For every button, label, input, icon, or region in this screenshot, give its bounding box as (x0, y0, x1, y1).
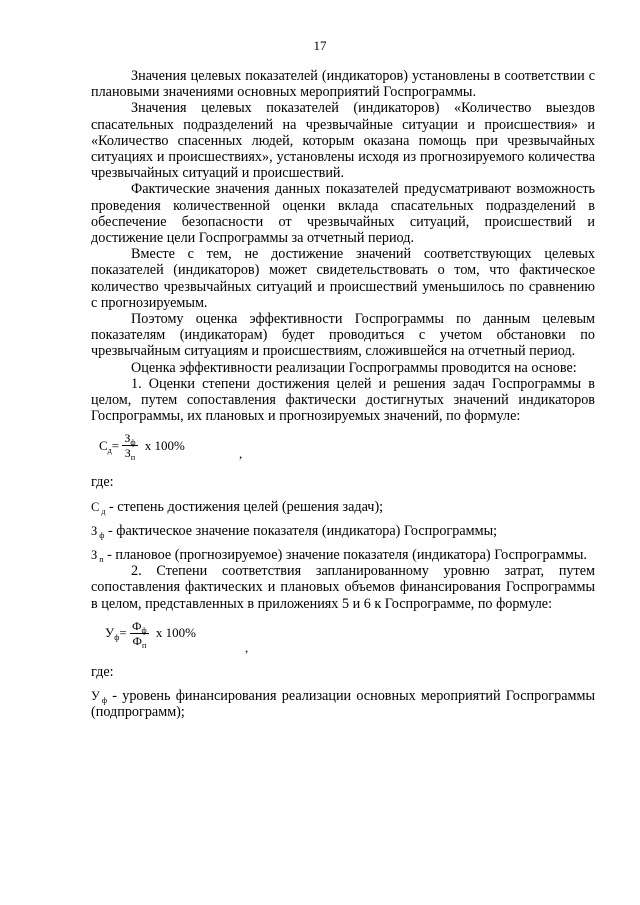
paragraph-3: Фактические значения данных показателей предусматривают возможность проведения количественной оценки вклада спасательных подразделений в обеспечение безопасности от чрезвычайных ситуаций, происшествий и достижение цели Госпрограммы за отчетный период. (91, 181, 595, 247)
paragraph-5: Поэтому оценка эффективности Госпрограммы по данным целевым показателям (индикаторам) будет проводиться с учетом обстановки по чрезвычайным ситуациям и происшествиям, сложившейся на отчетный период. (91, 311, 595, 360)
where-label-1: где: (91, 474, 114, 491)
definition-uf: У $_ф$ - уровень финансирования реализации основных мероприятий Госпрограммы (подпрограмм); (91, 688, 595, 721)
formula1-fraction: $\frac{З_ф}{З_п}$ (124, 431, 136, 463)
paragraph-7: 1. Оценки степени достижения целей и решения задач Госпрограммы в целом, путем сопоставления фактически достигнутых значений индикаторов Госпрограммы, их плановых и прогнозируемых значений, по формуле: (91, 375, 595, 425)
paragraph-6: Оценка эффективности реализации Госпрограммы проводится на основе: (131, 359, 577, 376)
formula2-comma: , (245, 639, 249, 655)
page-number: 17 (313, 38, 327, 53)
formula1-lhs: $С_д=$ (99, 437, 120, 455)
definition-zf: З $_ф$ - фактическое значение показателя (индикатора) Госпрограммы; (91, 522, 498, 540)
definition-sd: С $_д$ - степень достижения целей (решения задач); (91, 498, 384, 516)
paragraph-8: 2. Степени соответствия запланированному уровню затрат, путем сопоставления фактических и плановых объемов финансирования Госпрограммы в целом, представленных в приложениях 5 и 6 к Госпрограмме, по формуле: (91, 563, 595, 612)
paragraph-1: Значения целевых показателей (индикаторов) установлены в соответствии с плановыми значениями основных мероприятий Госпрограммы. (91, 68, 595, 101)
formula2-lhs: $У_ф=$ (105, 625, 127, 643)
formula-goal-achievement (99, 432, 595, 472)
definition-zp: З $_п$ - плановое (прогнозируемое) значение показателя (индикатора) Госпрограммы. (91, 547, 587, 565)
formula2-fraction: $\frac{Ф_ф}{Ф_п}$ (132, 618, 147, 650)
formula1-comma: , (239, 446, 243, 462)
formula1-multiplier: х 100% (144, 437, 185, 453)
formula2-multiplier: х 100% (155, 625, 197, 641)
paragraph-4: Вместе с тем, не достижение значений соответствующих целевых показателей (индикаторов) может свидетельствовать о том, что фактическое количество чрезвычайных ситуаций и происшествий уменьшилось по сравнению с прогнозируемым. (91, 246, 595, 311)
where-label-2: где: (91, 663, 114, 680)
paragraph-2: Значения целевых показателей (индикаторов) «Количество выездов спасательных подразделений на чрезвычайные ситуации и происшествия» и «Количество спасенных людей, которым оказана помощь при чрезвычайных ситуациях и происшествиях», установлены исходя из прогнозируемого количества чрезвычайных ситуаций и происшествий. (91, 100, 595, 182)
document-body (91, 68, 595, 721)
formula-funding-level (105, 620, 595, 660)
